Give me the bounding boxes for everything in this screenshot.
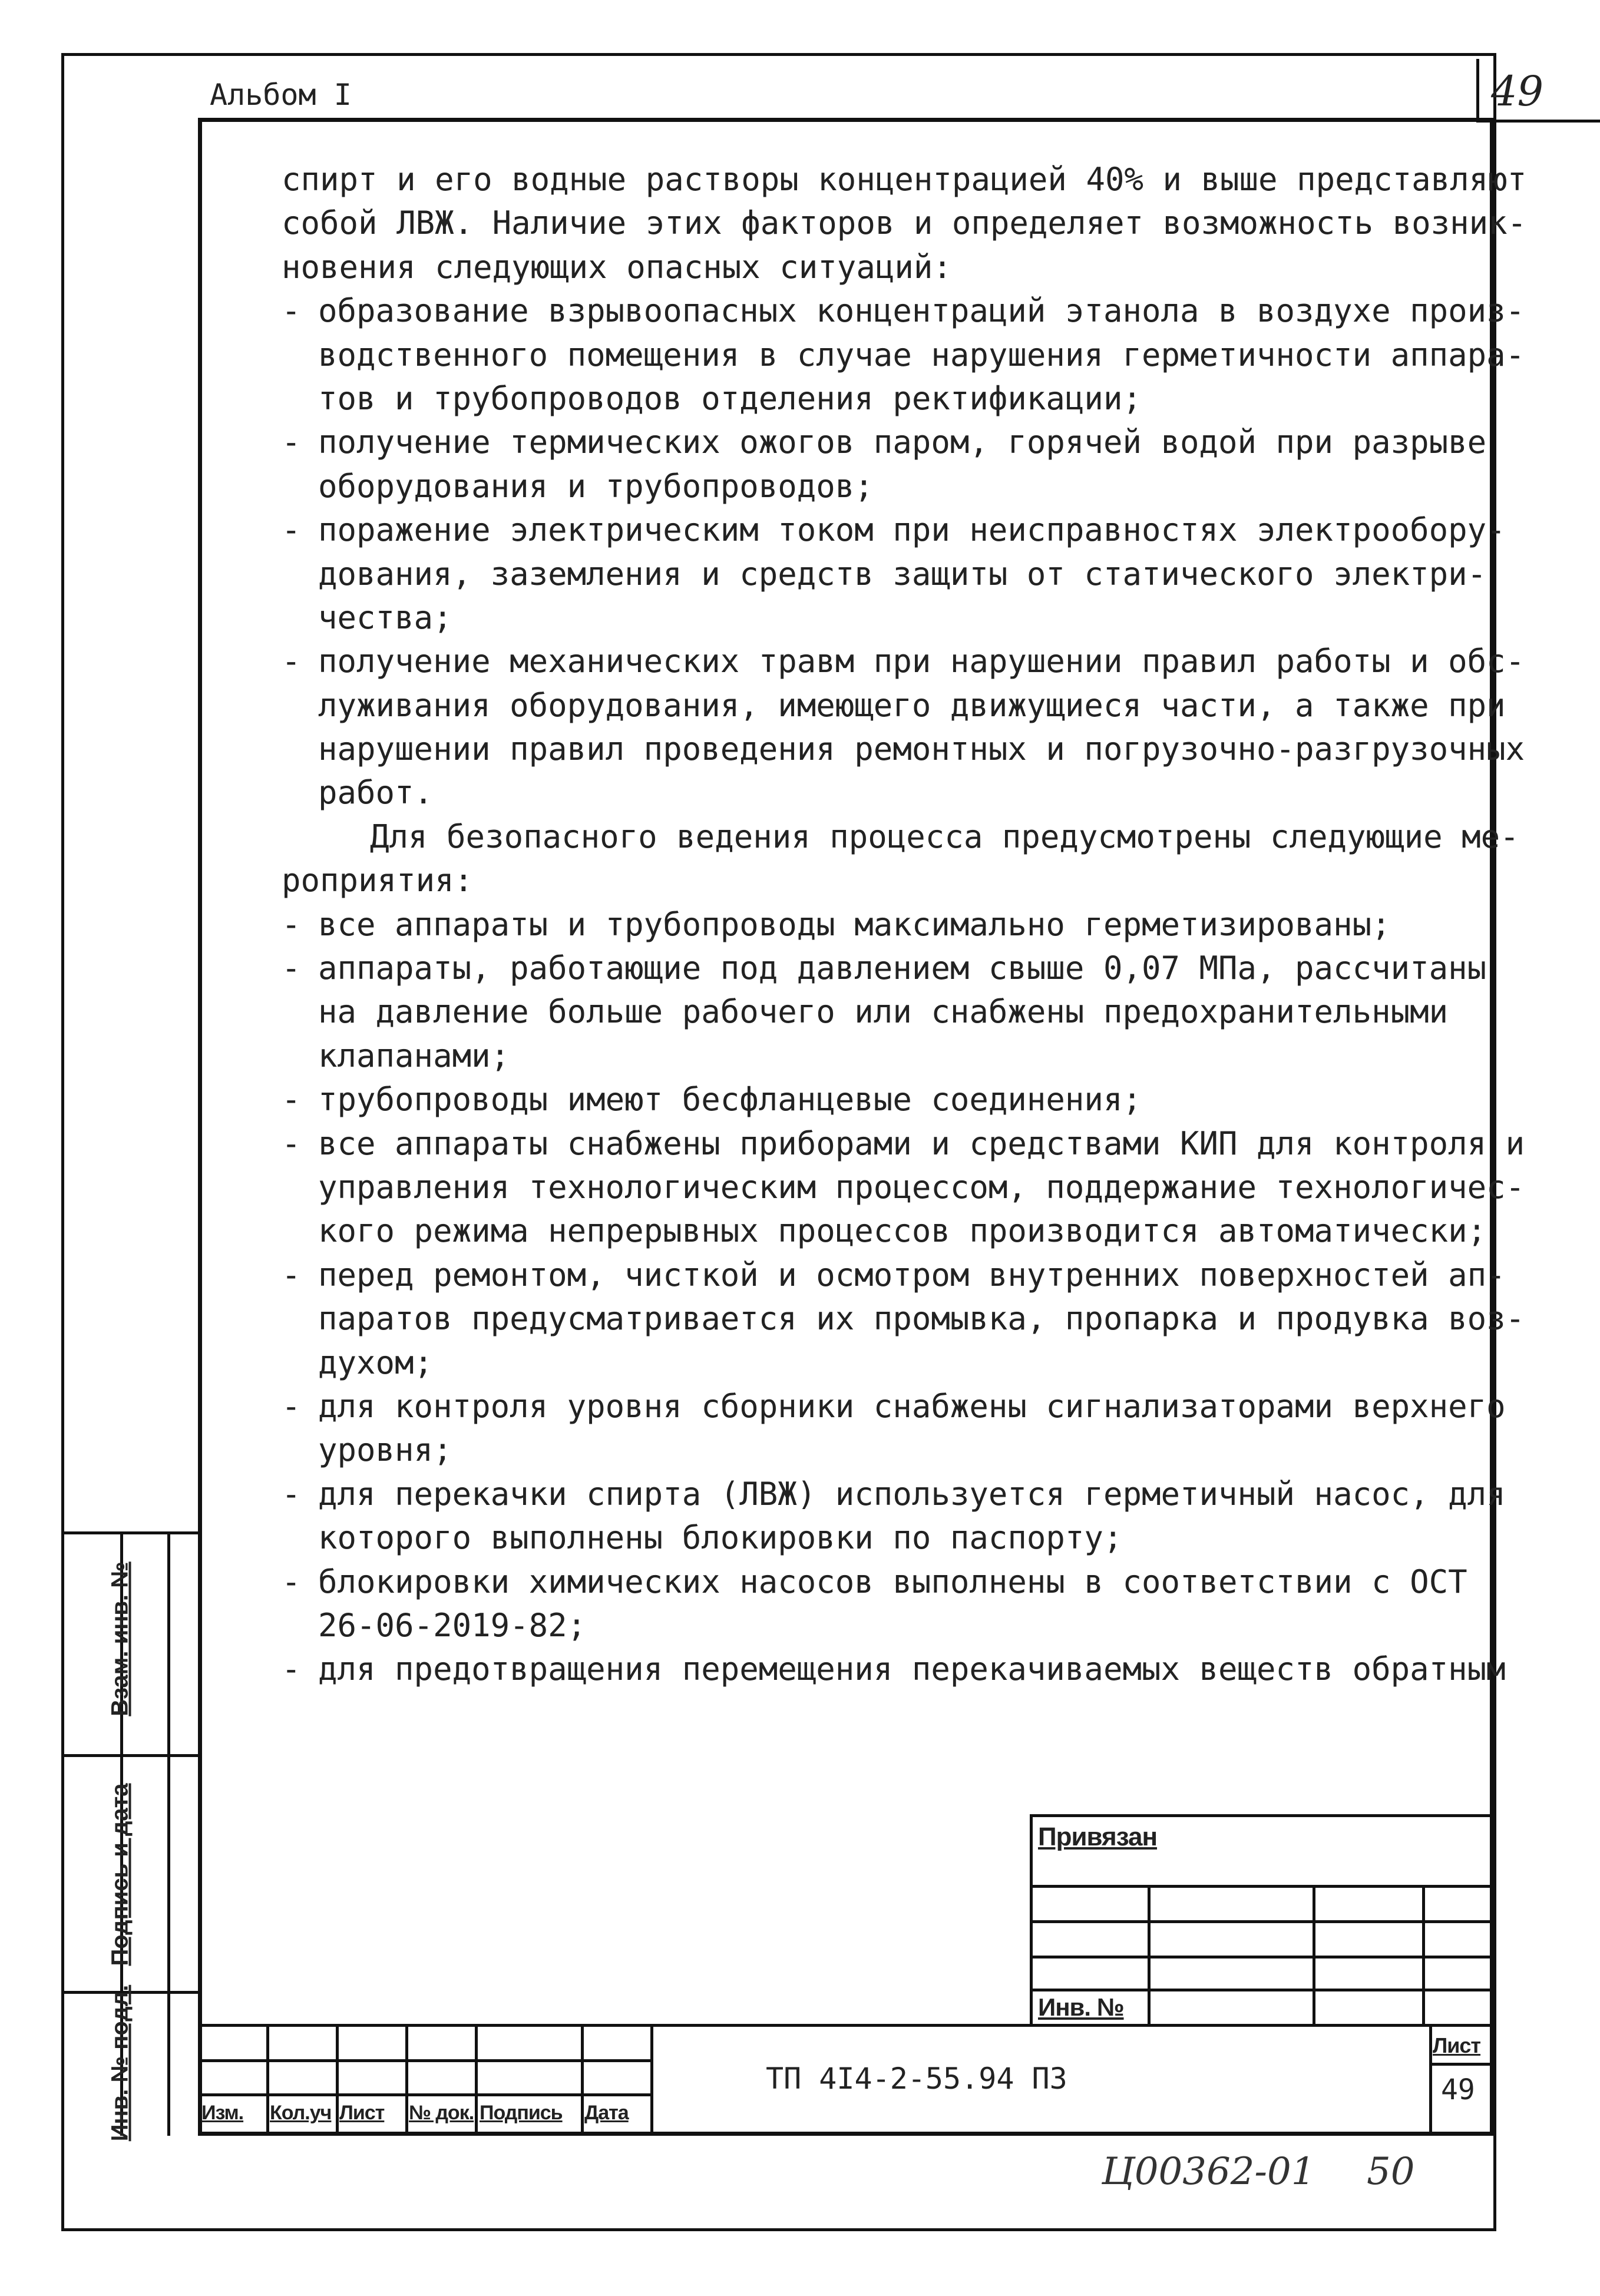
corner-page-number: 49 [1476, 59, 1600, 123]
text-line: оборудования и трубопроводов; [318, 467, 874, 505]
col-list: Лист [339, 2102, 385, 2124]
list-item: - перед ремонтом, чисткой и осмотром внутренних поверхностей ап- [282, 1256, 1506, 1293]
side-stamp [61, 1531, 198, 2142]
binding-inv-label: Инв. № [1038, 1993, 1124, 2021]
text-line: водственного помещения в случае нарушения герметичности аппара- [318, 336, 1525, 373]
text-line: луживания оборудования, имеющего движущиеся части, а также при [318, 686, 1506, 724]
col-data: Дата [584, 2102, 629, 2124]
list-item: - получение термических ожогов паром, горячей водой при разрыве [282, 424, 1487, 461]
col-kol-uch: Кол.уч [270, 2102, 332, 2124]
list-item: - для предотвращения перемещения перекачиваемых веществ обратным [282, 1650, 1506, 1688]
text-line: спирт и его водные растворы концентрацией 40% и выше представляют [282, 161, 1527, 198]
text-line: Для безопасного ведения процесса предусмотрены следующие ме- [370, 818, 1519, 855]
col-n-dok: № док. [409, 2102, 474, 2124]
col-izm: Изм. [201, 2102, 244, 2124]
handwritten-number: 50 [1367, 2150, 1415, 2194]
binding-block [1030, 1814, 1494, 2024]
signature-date-label: Подпись и дата [107, 1783, 133, 1966]
text-line: тов и трубопроводов отделения ректификации; [318, 379, 1142, 417]
text-line: новения следующих опасных ситуаций: [282, 248, 952, 286]
text-line: собой ЛВЖ. Наличие этих факторов и определяет возможность возник- [282, 204, 1527, 242]
text-line: которого выполнены блокировки по паспорту; [318, 1519, 1123, 1557]
text-line: 26-06-2019-82; [318, 1606, 587, 1644]
text-line: управления технологическим процессом, поддержание технологичес- [318, 1168, 1525, 1206]
binding-title: Привязан [1038, 1822, 1158, 1851]
body-text [282, 158, 1527, 1692]
text-line: работ. [318, 774, 434, 812]
sheet-label: Лист [1433, 2033, 1481, 2057]
list-item: - для контроля уровня сборники снабжены сигнализаторами верхнего [282, 1387, 1506, 1425]
document-code: ТП 4I4-2-55.94 ПЗ [766, 2062, 1067, 2096]
list-item: - образование взрывоопасных концентраций этанола в воздухе произ- [282, 292, 1525, 330]
album-label: Альбом I [210, 78, 352, 112]
text-line: клапанами; [318, 1037, 510, 1074]
list-item: - поражение электрическим током при неисправностях электрообору- [282, 511, 1506, 549]
text-line: духом; [318, 1344, 434, 1381]
text-line: уровня; [318, 1431, 452, 1469]
list-item: - аппараты, работающие под давлением свыше 0,07 МПа, рассчитаны [282, 950, 1487, 987]
list-item: - получение механических травм при нарушении правил работы и обс- [282, 643, 1525, 680]
list-item: - все аппараты снабжены приборами и средствами КИП для контроля и [282, 1124, 1525, 1162]
text-line: нарушении правил проведения ремонтных и погрузочно-разгрузочных [318, 730, 1525, 768]
text-line: на давление больше рабочего или снабжены предохранительными [318, 993, 1449, 1031]
text-line: чества; [318, 598, 452, 636]
list-item: - блокировки химических насосов выполнены в соответствии с ОСТ [282, 1563, 1467, 1600]
text-line: кого режима непрерывных процессов производится автоматически; [318, 1212, 1487, 1250]
sheet-number: 49 [1441, 2073, 1475, 2106]
text-line: роприятия: [282, 862, 474, 899]
vzam-inv-label: Взам. инв. № [107, 1561, 133, 1716]
handwritten-code: Ц00362-01 [1102, 2150, 1315, 2194]
inv-podl-label: Инв. № подл. [107, 1984, 133, 2142]
list-item: - трубопроводы имеют бесфланцевые соединения; [282, 1081, 1142, 1119]
list-item: - для перекачки спирта (ЛВЖ) используется герметичный насос, для [282, 1475, 1506, 1513]
text-line: дования, заземления и средств защиты от статического электри- [318, 555, 1487, 593]
text-line: паратов предусматривается их промывка, пропарка и продувка воз- [318, 1300, 1525, 1338]
col-podpis: Подпись [480, 2102, 563, 2124]
list-item: - все аппараты и трубопроводы максимально герметизированы; [282, 905, 1391, 943]
